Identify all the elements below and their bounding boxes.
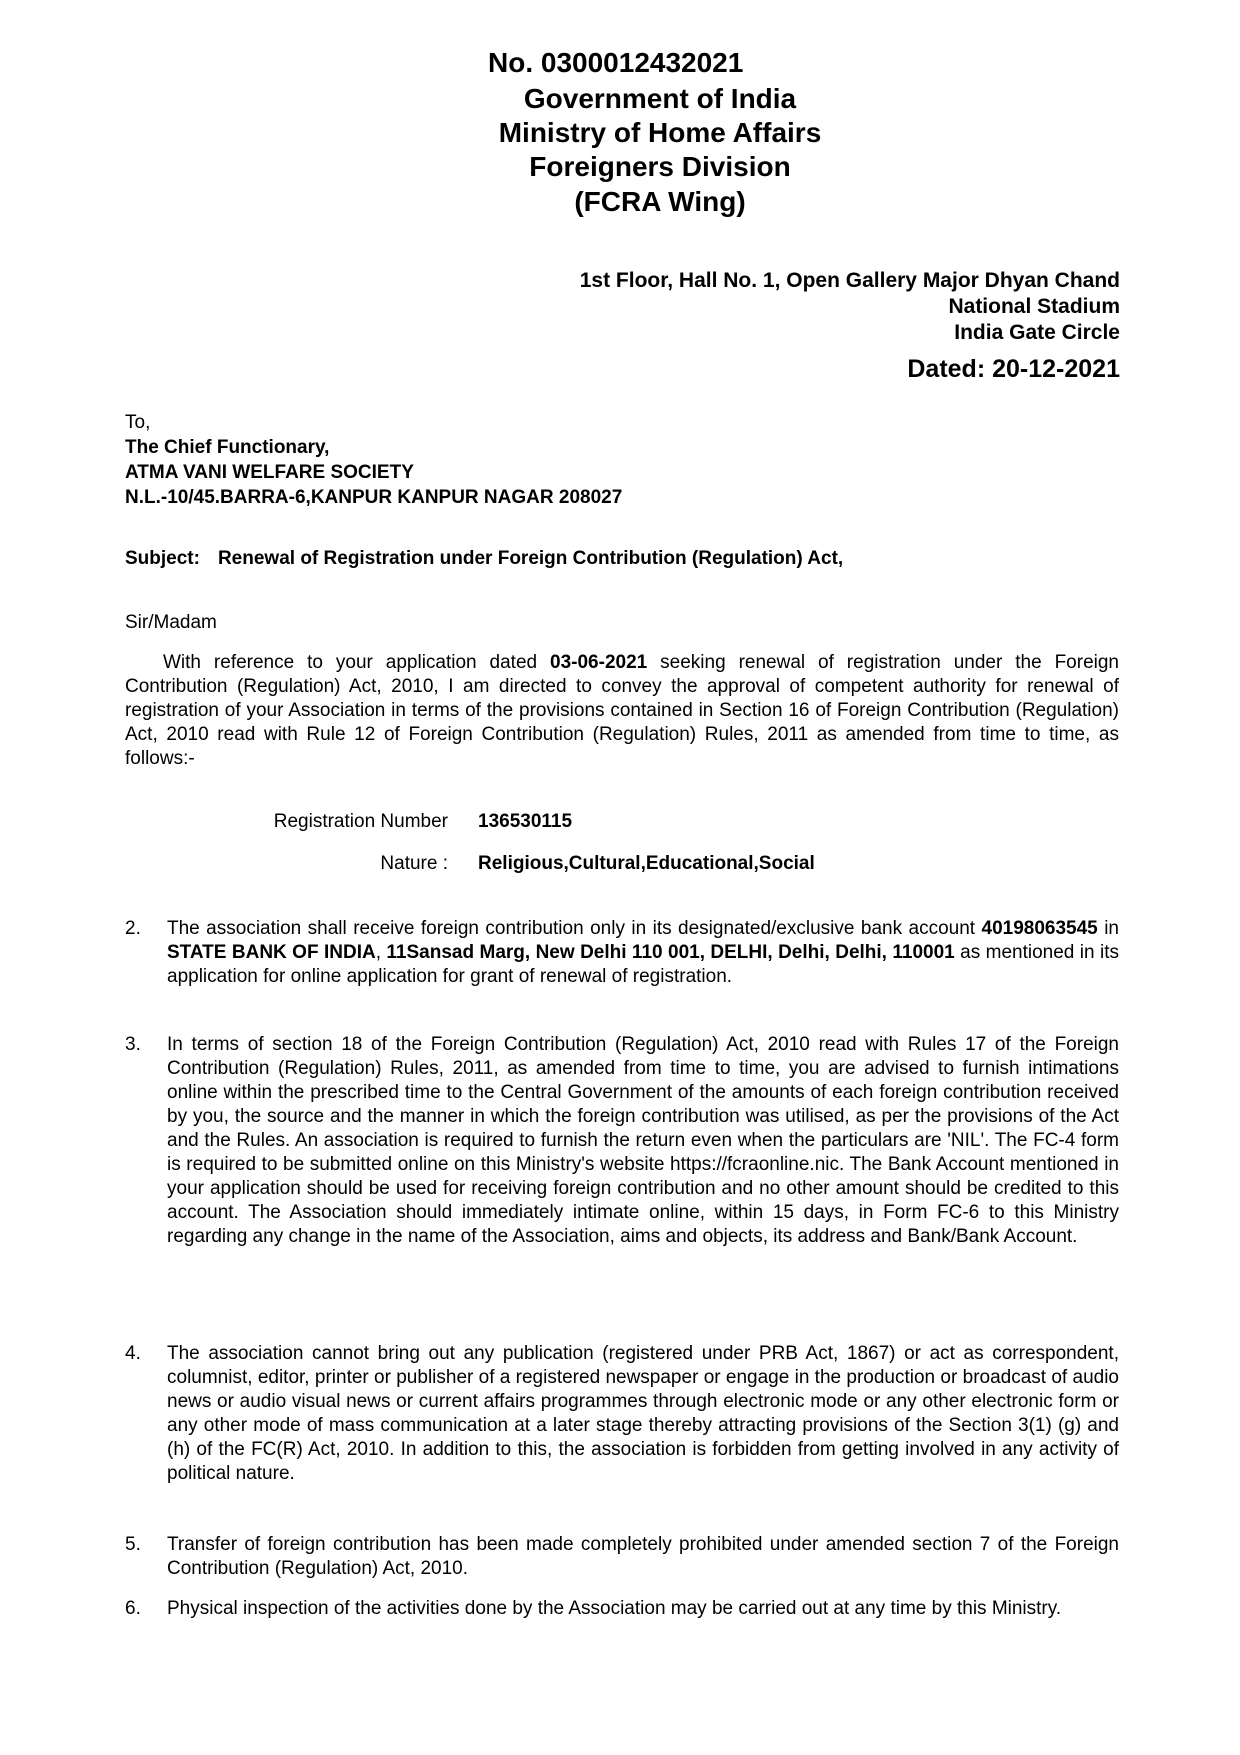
clause-5-text: Transfer of foreign contribution has been made completely prohibited under amended section 7 of the Foreign Contribution (Regulation) Act, 2010. — [167, 1534, 1119, 1579]
bank-branch: 11Sansad Marg, New Delhi 110 001, DELHI, Delhi, Delhi, 110001 — [386, 942, 955, 963]
clause-4-number: 4. — [125, 1343, 141, 1364]
bank-name: STATE BANK OF INDIA — [167, 942, 376, 963]
header-ministry: Ministry of Home Affairs — [498, 117, 822, 148]
recipient-org: ATMA VANI WELFARE SOCIETY — [125, 462, 414, 483]
subject-line — [125, 548, 843, 570]
clause-4 — [125, 1342, 1119, 1486]
nature-value: Religious,Cultural,Educational,Social — [478, 853, 815, 874]
registration-number-label: Registration Number — [273, 811, 448, 832]
clause-3-text: In terms of section 18 of the Foreign Contribution (Regulation) Act, 2010 read with Rules 17 of the Foreign Contribution (Regulation) Rules, 2011, as amended from time to time, you are advised to furnish intimations online within the prescribed time to the Central Government of the amounts of each foreign contribution received by you, the source and the manner in which the foreign contribution was utilised, as per the provisions of the Act and the Rules. An association is required to furnish the return even when the particulars are 'NIL'. The FC-4 form is required to be submitted online on this Ministry's website https://fcraonline.nic. The Bank Account mentioned in your application should be used for receiving foreign contribution and no other amount should be credited to this account. The Association should immediately intimate online, within 15 days, in Form FC-6 to this Ministry regarding any change in the name of the Association, aims and objects, its address and Bank/Bank Account. — [167, 1034, 1119, 1247]
clause-2-text — [167, 917, 1119, 989]
clause-2-number: 2. — [125, 918, 141, 939]
salutation: Sir/Madam — [125, 612, 217, 633]
clause-5-number: 5. — [125, 1534, 141, 1555]
clause-5 — [125, 1533, 1119, 1581]
registration-number-value: 136530115 — [478, 811, 573, 832]
nature-label: Nature : — [380, 853, 448, 874]
clause-6 — [125, 1597, 1119, 1621]
recipient-block — [125, 410, 622, 510]
document-number: No. 0300012432021 — [488, 47, 744, 78]
clause-2-pre: The association shall receive foreign contribution only in its designated/exclusive bank account — [167, 918, 982, 939]
recipient-address: N.L.-10/45.BARRA-6,KANPUR KANPUR NAGAR 208027 — [125, 487, 623, 508]
header-division: Foreigners Division — [529, 151, 791, 182]
clause-2 — [125, 917, 1119, 989]
clause-6-text: Physical inspection of the activities done by the Association may be carried out at any time by this Ministry. — [167, 1598, 1062, 1619]
paragraph-approval — [125, 651, 1119, 771]
address-line-2: National Stadium — [948, 295, 1120, 318]
clause-4-text: The association cannot bring out any publication (registered under PRB Act, 1867) or act as correspondent, columnist, editor, printer or publisher of a registered newspaper or engage in the production or broadcast of audio news or audio visual news or current affairs programmes through electronic mode or any other electronic form or any other mode of mass communication at a later stage thereby attracting provisions of the Section 3(1) (g) and (h) of the FC(R) Act, 2010. In addition to this, the association is forbidden from getting involved in any activity of political nature. — [167, 1343, 1119, 1484]
address-line-1: 1st Floor, Hall No. 1, Open Gallery Major Dhyan Chand — [579, 269, 1120, 292]
bank-account-number: 40198063545 — [981, 918, 1098, 939]
para1-post: seeking renewal of registration under the Foreign Contribution (Regulation) Act, 2010, I am directed to convey the approval of competent authority for renewal of registration of your Association in terms of the provisions contained in Section 16 of Foreign Contribution (Regulation) Act, 2010 read with Rule 12 of Foreign Contribution (Regulation) Rules, 2011 as amended from time to time, as follows:- — [125, 652, 1120, 769]
recipient-to: To, — [125, 412, 151, 433]
application-date: 03-06-2021 — [550, 652, 648, 673]
clause-2-mid2: , — [375, 942, 387, 963]
recipient-title: The Chief Functionary, — [125, 437, 330, 458]
clause-3-number: 3. — [125, 1034, 141, 1055]
clause-3 — [125, 1033, 1119, 1249]
subject-text: Renewal of Registration under Foreign Contribution (Regulation) Act, — [217, 548, 844, 569]
subject-label: Subject: — [125, 548, 200, 569]
header-wing: (FCRA Wing) — [574, 186, 746, 217]
clause-2-post: as mentioned in its application for online application for grant of renewal of registration. — [167, 942, 1119, 987]
nature-row — [200, 853, 448, 877]
para1-pre: With reference to your application dated — [163, 652, 551, 673]
clause-2-mid1: in — [1097, 918, 1119, 939]
address-line-3: India Gate Circle — [954, 321, 1120, 344]
registration-number-row — [200, 811, 448, 835]
header-government: Government of India — [523, 83, 797, 114]
clause-6-number: 6. — [125, 1598, 141, 1619]
dated: Dated: 20-12-2021 — [907, 355, 1120, 383]
